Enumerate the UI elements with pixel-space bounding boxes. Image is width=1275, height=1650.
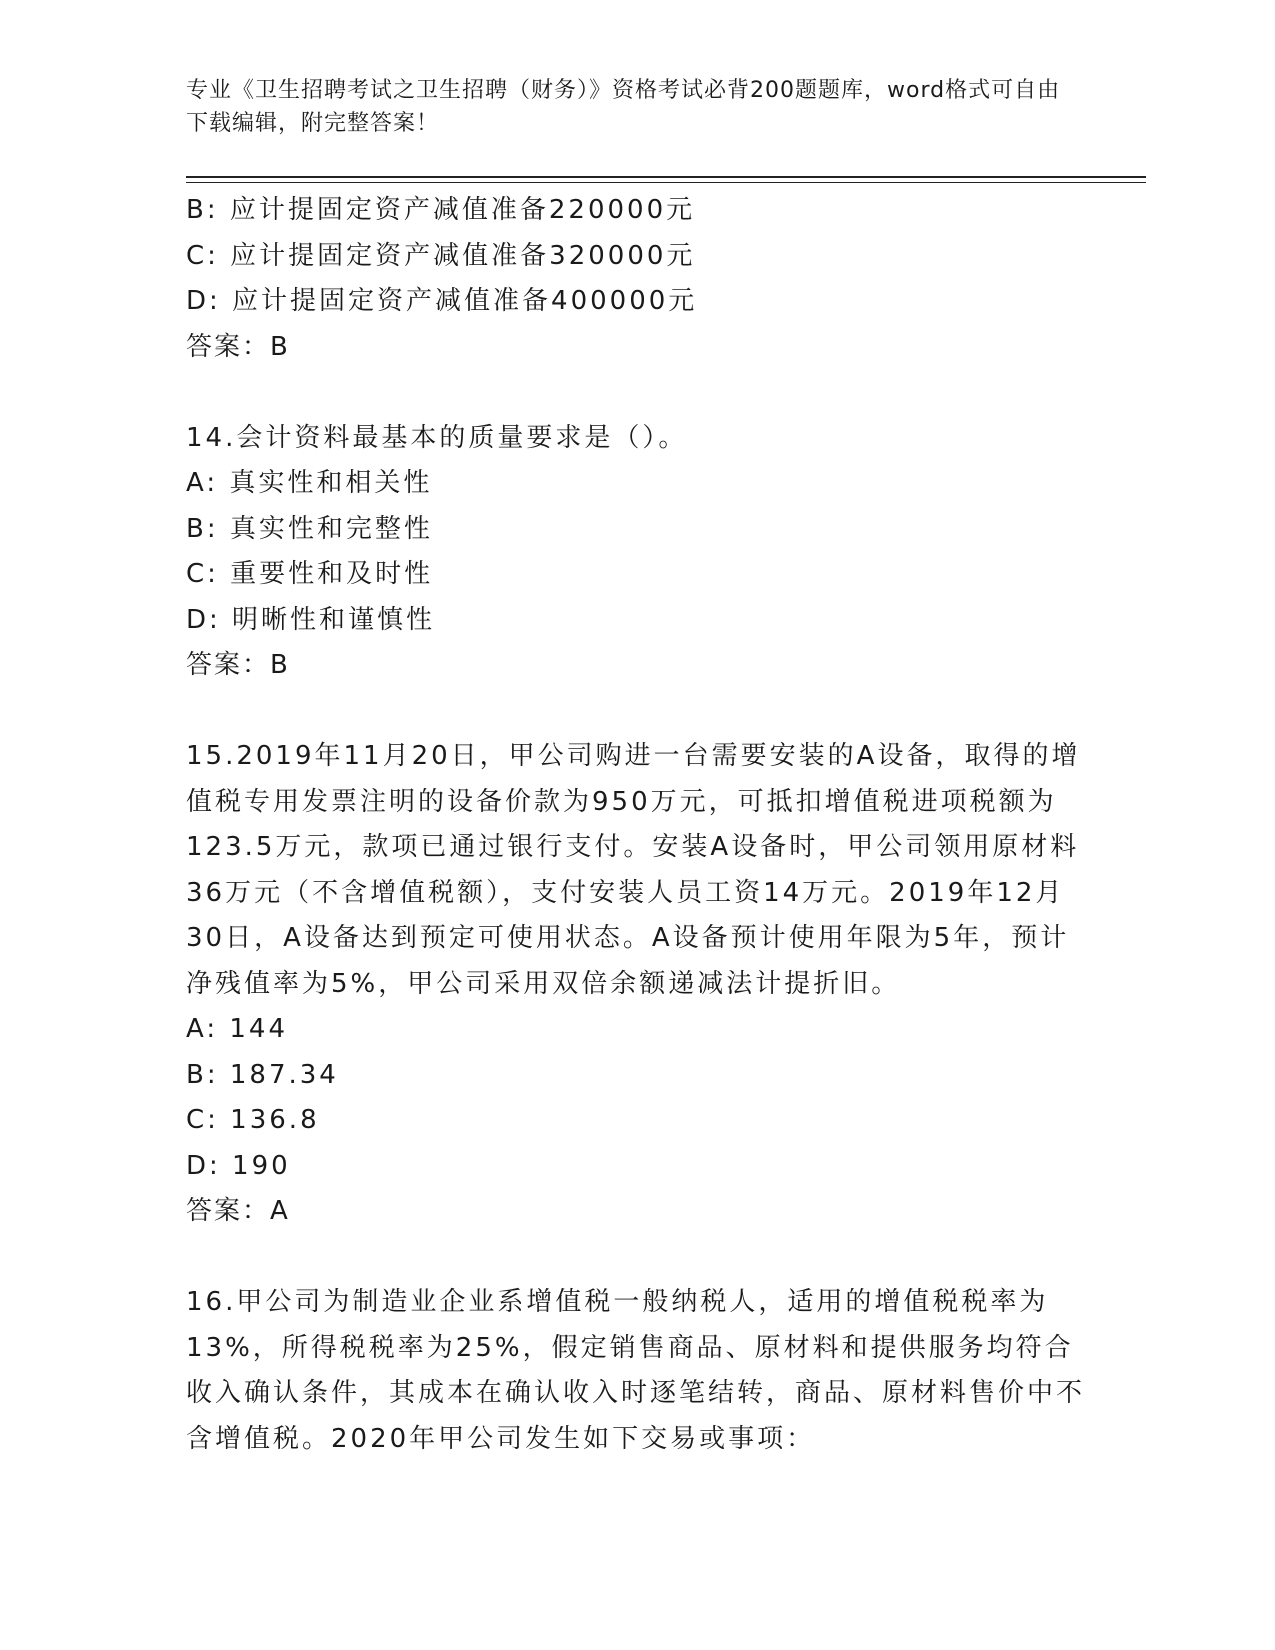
header-rule-thin (186, 182, 1146, 183)
question-16 (186, 1280, 1086, 1462)
header-rule-thick (186, 176, 1146, 178)
option-c: C: 重要性和及时性 (186, 559, 434, 589)
answer: 答案：B (186, 650, 290, 680)
question-15 (186, 734, 1086, 1235)
option-b: B: 真实性和完整性 (186, 513, 433, 544)
spacer (186, 1235, 1086, 1281)
option-c: C: 应计提固定资产减值准备320000元 (186, 240, 696, 271)
document-body (186, 188, 1086, 1462)
page-header: 专业《卫生招聘考试之卫生招聘（财务）》资格考试必背200题题库，word格式可自由下载编辑，附完整答案！ (186, 78, 1061, 136)
question-text: 16.甲公司为制造业企业系增值税一般纳税人，适用的增值税税率为13%，所得税税率为25%，假定销售商品、原材料和提供服务均符合收入确认条件，其成本在确认收入时逐笔结转，商品、原材料售价中不含增值税。2020年甲公司发生如下交易或事项： (186, 1287, 1086, 1454)
option-a: A: 144 (186, 1014, 288, 1044)
option-d: D: 明晰性和谨慎性 (186, 604, 436, 635)
option-a: A: 真实性和相关性 (186, 468, 433, 498)
answer: 答案：A (186, 1196, 290, 1226)
question-text: 15.2019年11月20日，甲公司购进一台需要安装的A设备，取得的增值税专用发票注明的设备价款为950万元，可抵扣增值税进项税额为123.5万元，款项已通过银行支付。安装A设备时，甲公司领用原材料36万元（不含增值税额），支付安装人员工资14万元。2019年12月30日，A设备达到预定可使用状态。A设备预计使用年限为5年，预计净残值率为5%，甲公司采用双倍余额递减法计提折旧。 (186, 741, 1081, 999)
spacer (186, 689, 1086, 735)
question-text: 14.会计资料最基本的质量要求是（）。 (186, 422, 688, 453)
option-c: C: 136.8 (186, 1105, 320, 1135)
option-b: B: 187.34 (186, 1059, 339, 1090)
spacer (186, 370, 1086, 416)
option-d: D: 190 (186, 1150, 291, 1181)
question-14 (186, 416, 1086, 689)
option-b: B: 应计提固定资产减值准备220000元 (186, 195, 696, 225)
option-d: D: 应计提固定资产减值准备400000元 (186, 286, 698, 316)
answer: 答案：B (186, 331, 290, 362)
question-13-tail (186, 188, 1086, 370)
